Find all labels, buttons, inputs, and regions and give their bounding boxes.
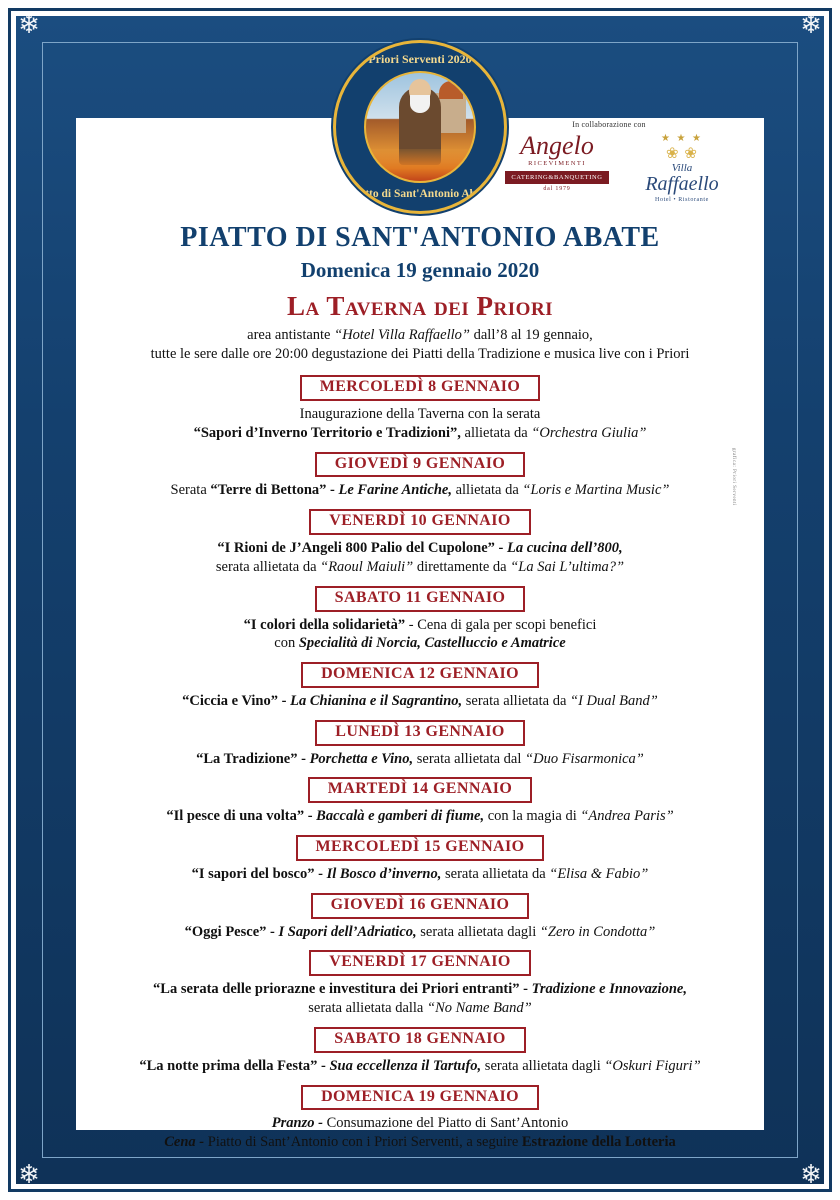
day-text-segment: - xyxy=(317,1057,330,1074)
day-text-segment: - xyxy=(494,540,508,557)
day-text-segment: “Zero in Condotta” xyxy=(539,923,656,940)
day-text-segment: “Terre di Bettona” xyxy=(210,482,327,499)
day-text-segment: allietata da xyxy=(460,424,532,441)
day-text-segment: “I Dual Band” xyxy=(570,692,658,709)
day-header: GIOVEDÌ 16 GENNAIO xyxy=(311,893,530,919)
subtitle-pre: area antistante xyxy=(247,327,335,343)
day-description-line xyxy=(100,692,740,711)
day-text-segment: “La Tradizione” xyxy=(196,750,298,767)
day-text-segment: serata allietata da xyxy=(462,692,571,709)
day-text-segment: - Cena di gala per scopi benefici xyxy=(405,616,597,633)
page-title: PIATTO DI SANT'ANTONIO ABATE xyxy=(180,222,660,253)
taverna-title: La Taverna dei Priori xyxy=(286,291,554,321)
day-text-segment: Le Farine Antiche, xyxy=(338,482,452,499)
day-text-segment: “Il pesce di una volta” xyxy=(166,808,305,825)
day-description-line xyxy=(100,807,740,826)
day-text-segment: “La serata delle priorazne e investitura dei Priori entranti” xyxy=(153,981,520,998)
day-block xyxy=(90,653,750,711)
day-text-segment: direttamente da xyxy=(413,558,511,575)
emblem-logo xyxy=(333,40,507,214)
day-description-line xyxy=(100,999,740,1018)
day-description-line xyxy=(100,750,740,769)
sponsor-raffaello-sub: Hotel • Ristorante xyxy=(655,197,709,203)
poster-content xyxy=(76,222,764,1152)
day-description-line xyxy=(100,424,740,443)
day-text-segment: - xyxy=(278,692,291,709)
day-text-segment: I Sapori dell’Adriatico, xyxy=(278,923,417,940)
ornament-corner-top-left-icon: ❄ xyxy=(18,10,40,39)
day-block xyxy=(90,363,750,442)
day-text-segment: - xyxy=(314,865,327,882)
sponsor-logo-angelo xyxy=(502,133,612,192)
day-text-segment: “Raoul Maiuli” xyxy=(320,558,414,575)
day-block xyxy=(90,500,750,576)
ornament-corner-bottom-left-icon: ❄ xyxy=(18,1160,40,1189)
event-date: Domenica 19 gennaio 2020 xyxy=(300,258,540,282)
day-text-segment: “La Sai L’ultima?” xyxy=(510,558,625,575)
ornament-corner-top-right-icon: ❄ xyxy=(800,10,822,39)
flames-icon xyxy=(366,149,474,181)
day-block xyxy=(90,1018,750,1076)
day-text-segment: Serata xyxy=(170,482,211,499)
day-text-segment: “No Name Band” xyxy=(427,1000,532,1017)
day-description-line xyxy=(100,539,740,558)
day-text-segment: allietata da xyxy=(451,482,523,499)
day-header: VENERDÌ 17 GENNAIO xyxy=(309,950,530,976)
day-description-line xyxy=(100,481,740,500)
day-text-segment: Consumazione del Piatto di Sant’Antonio xyxy=(326,1115,569,1132)
day-description-line xyxy=(100,923,740,942)
day-description-line xyxy=(100,616,740,635)
day-text-segment: serata allietata da xyxy=(441,865,550,882)
day-text-segment: - xyxy=(519,981,532,998)
day-text-segment: “Ciccia e Vino” xyxy=(182,692,278,709)
day-description-line xyxy=(100,1133,740,1152)
day-text-segment: - xyxy=(326,482,339,499)
day-header: MERCOLEDÌ 8 GENNAIO xyxy=(300,375,541,401)
subtitle-line2: tutte le sere dalle ore 20:00 degustazione dei Piatti della Tradizione e musica live con i Priori xyxy=(150,345,690,362)
day-header: DOMENICA 12 GENNAIO xyxy=(301,662,539,688)
day-text-segment: serata allietata da xyxy=(215,558,321,575)
ornament-corner-bottom-right-icon: ❄ xyxy=(800,1160,822,1189)
day-text-segment: Porchetta e Vino, xyxy=(309,750,414,767)
day-text-segment: “Orchestra Giulia” xyxy=(531,424,647,441)
sponsor-raffaello-stars: ★ ★ ★ xyxy=(661,133,703,144)
day-description-line xyxy=(100,865,740,884)
day-text-segment: serata allietata dagli xyxy=(416,923,540,940)
poster-sheet xyxy=(76,118,764,1151)
day-text-segment: - xyxy=(266,923,279,940)
emblem-ring-top-text: Priori Serventi 2020 xyxy=(368,52,472,66)
day-block xyxy=(90,768,750,826)
day-block xyxy=(90,884,750,942)
day-text-segment: Baccalà e gamberi di fiume, xyxy=(316,808,485,825)
day-text-segment: “Oskuri Figuri” xyxy=(604,1057,701,1074)
day-text-segment: Tradizione e Innovazione, xyxy=(531,981,687,998)
sponsor-angelo-sub2: dal 1979 xyxy=(543,186,571,192)
day-text-segment: La Chianina e il Sagrantino, xyxy=(290,692,463,709)
day-header: GIOVEDÌ 9 GENNAIO xyxy=(315,452,525,478)
day-block xyxy=(90,1076,750,1152)
day-text-segment: serata allietata dagli xyxy=(481,1057,605,1074)
day-text-segment: serata allietata dalla xyxy=(308,1000,427,1017)
sponsor-logo-raffaello xyxy=(630,133,734,203)
sponsor-raffaello-name: Raffaello xyxy=(645,173,719,195)
day-text-segment: Il Bosco d’inverno, xyxy=(326,865,442,882)
emblem-illustration xyxy=(364,71,476,183)
day-text-segment: con la magia di xyxy=(484,808,581,825)
day-description-line xyxy=(100,1114,740,1133)
sponsor-raffaello-villa: Villa xyxy=(671,162,693,174)
day-header: LUNEDÌ 13 GENNAIO xyxy=(315,720,525,746)
day-text-segment: Inaugurazione della Taverna con la serata xyxy=(299,405,541,422)
day-text-segment: serata allietata dal xyxy=(413,750,526,767)
sponsors xyxy=(484,120,734,203)
day-text-segment: Pranzo - xyxy=(271,1115,327,1132)
day-description-line xyxy=(100,980,740,999)
day-block xyxy=(90,711,750,769)
day-header: MARTEDÌ 14 GENNAIO xyxy=(308,777,532,803)
day-description-line xyxy=(100,634,740,653)
day-header: SABATO 18 GENNAIO xyxy=(314,1027,526,1053)
day-header: VENERDÌ 10 GENNAIO xyxy=(309,509,530,535)
subtitle-post: dall’8 al 19 gennaio, xyxy=(470,327,593,343)
sponsor-angelo-bar: CATERING&BANQUETING xyxy=(505,171,609,184)
day-text-segment: “I Rioni de J’Angeli 800 Palio del Cupolone” xyxy=(217,540,495,557)
day-block xyxy=(90,443,750,501)
day-text-segment: “Sapori d’Inverno Territorio e Tradizioni”, xyxy=(193,424,461,441)
day-header: DOMENICA 19 GENNAIO xyxy=(301,1085,539,1111)
day-block xyxy=(90,577,750,653)
sponsor-angelo-name: Angelo xyxy=(520,131,594,160)
day-list xyxy=(90,363,750,1152)
day-text-segment: “Duo Fisarmonica” xyxy=(525,750,644,767)
sponsor-angelo-sub1: RICEVIMENTI xyxy=(528,160,586,167)
day-text-segment: Estrazione della Lotteria xyxy=(521,1134,676,1151)
day-block xyxy=(90,941,750,1017)
collaboration-label: In collaborazione con xyxy=(572,120,646,129)
day-text-segment: “Andrea Paris” xyxy=(580,808,674,825)
day-text-segment: Sua eccellenza il Tartufo, xyxy=(329,1057,482,1074)
day-block xyxy=(90,826,750,884)
subtitle xyxy=(90,326,750,363)
day-header: MERCOLEDÌ 15 GENNAIO xyxy=(296,835,545,861)
subtitle-venue: “Hotel Villa Raffaello” xyxy=(334,327,470,343)
emblem-ring-bottom-text: Piatto di Sant'Antonio Abate xyxy=(349,188,491,200)
day-header: SABATO 11 GENNAIO xyxy=(315,586,526,612)
day-text-segment: “Elisa & Fabio” xyxy=(549,865,649,882)
dome-icon xyxy=(439,81,463,99)
day-text-segment: “Loris e Martina Music” xyxy=(522,482,670,499)
angels-icon: ❀ ❀ xyxy=(666,146,698,162)
day-text-segment: “I colori della solidarietà” xyxy=(243,616,406,633)
day-text-segment: - xyxy=(304,808,317,825)
day-text-segment: Cena - xyxy=(164,1134,208,1151)
side-credit-note: grafica: Priori Serventi xyxy=(731,448,736,506)
day-text-segment: - xyxy=(297,750,310,767)
day-description-line xyxy=(100,558,740,577)
saint-beard-icon xyxy=(410,95,430,113)
day-description-line xyxy=(100,405,740,424)
day-text-segment: “La notte prima della Festa” xyxy=(139,1057,318,1074)
day-text-segment: La cucina dell’800, xyxy=(507,540,623,557)
day-text-segment: Piatto di Sant’Antonio con i Priori Serventi, a seguire xyxy=(207,1134,522,1151)
day-text-segment: con xyxy=(274,635,299,652)
day-description-line xyxy=(100,1057,740,1076)
day-text-segment: “Oggi Pesce” xyxy=(184,923,267,940)
day-text-segment: “I sapori del bosco” xyxy=(191,865,315,882)
day-text-segment: Specialità di Norcia, Castelluccio e Amatrice xyxy=(298,635,566,652)
